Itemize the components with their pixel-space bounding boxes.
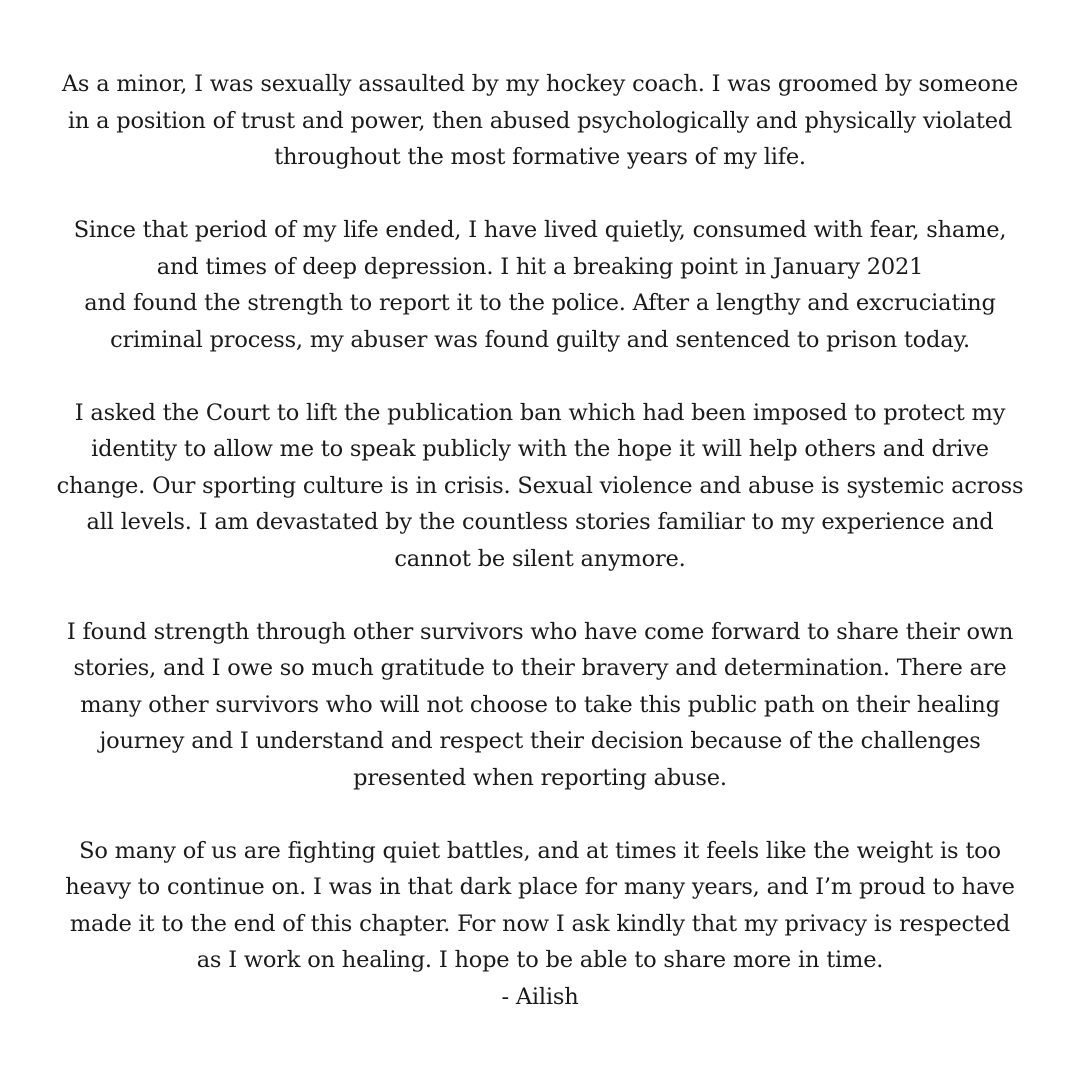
paragraph-line: journey and I understand and respect their decision because of the challenges (99, 728, 981, 754)
paragraph-line: and times of deep depression. I hit a breaking point in January 2021 (156, 253, 924, 280)
paragraph-line: Since that period of my life ended, I have lived quietly, consumed with fear, shame, (73, 217, 1007, 243)
paragraph-line: stories, and I owe so much gratitude to their bravery and determination. There are (73, 655, 1007, 681)
paragraph-line: As a minor, I was sexually assaulted by my hockey coach. I was groomed by someone (61, 71, 1019, 97)
paragraph-line: criminal process, my abuser was found guilty and sentenced to prison today. (110, 326, 970, 353)
paragraph-line: presented when reporting abuse. (353, 764, 727, 791)
paragraph-line: many other survivors who will not choose to take this public path on their healing (80, 691, 1000, 718)
paragraph-5 (20, 833, 1060, 1016)
paragraph-3 (20, 395, 1060, 578)
paragraph-line: cannot be silent anymore. (394, 545, 686, 572)
paragraph-line: identity to allow me to speak publicly with the hope it will help others and drive (91, 436, 989, 462)
paragraph-2 (20, 212, 1060, 358)
paragraph-line: So many of us are fighting quiet battles, and at times it feels like the weight is too (79, 837, 1001, 864)
statement-body (20, 66, 1060, 1015)
paragraph-line: as I work on healing. I hope to be able to share more in time. (196, 947, 884, 973)
paragraph-line: I found strength through other survivors who have come forward to share their own (66, 618, 1014, 645)
paragraph-1 (20, 66, 1060, 176)
paragraph-line: all levels. I am devastated by the countless stories familiar to my experience and (86, 509, 994, 535)
paragraph-line: heavy to continue on. I was in that dark place for many years, and I’m proud to have (65, 874, 1015, 900)
paragraph-line: throughout the most formative years of my life. (274, 144, 806, 170)
paragraph-line: and found the strength to report it to the police. After a lengthy and excruciating (84, 290, 996, 316)
paragraph-line: change. Our sporting culture is in crisis. Sexual violence and abuse is systemic across (56, 472, 1024, 499)
paragraph-line: made it to the end of this chapter. For now I ask kindly that my privacy is respected (69, 910, 1011, 937)
signature: - Ailish (501, 983, 579, 1010)
paragraph-4 (20, 614, 1060, 797)
paragraph-line: I asked the Court to lift the publication ban which had been imposed to protect my (74, 399, 1006, 426)
paragraph-line: in a position of trust and power, then abused psychologically and physically violated (67, 107, 1013, 134)
